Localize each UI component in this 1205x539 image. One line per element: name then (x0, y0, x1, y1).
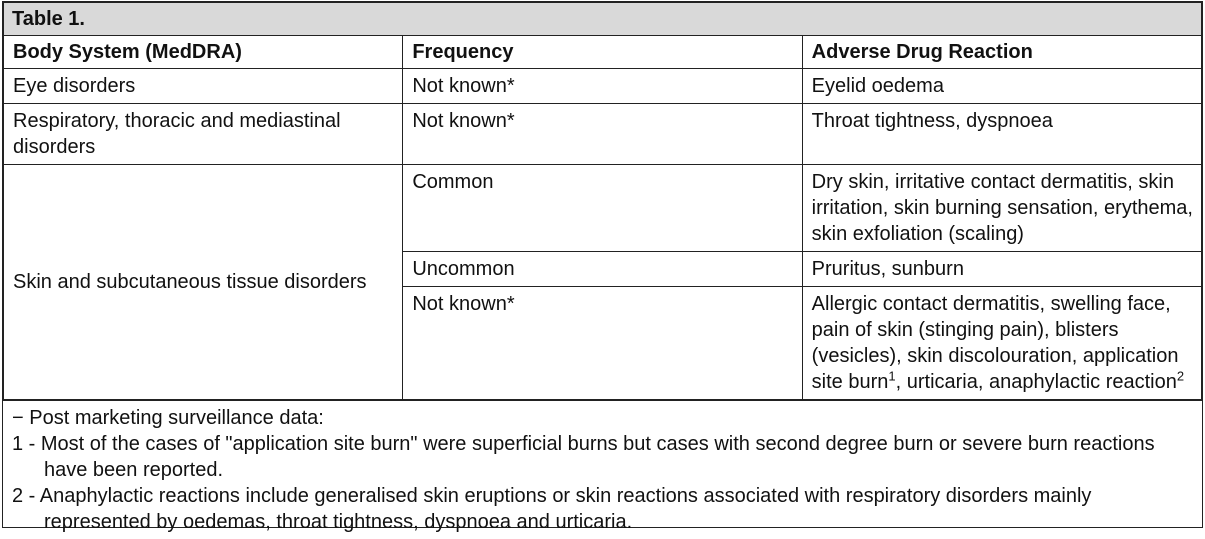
table-row (4, 165, 1202, 252)
cell-system-skin: Skin and subcutaneous tissue disorders (4, 165, 403, 400)
cell-frequency-skin-common: Common (403, 165, 802, 252)
footnote-2: 2 - Anaphylactic reactions include generalised skin eruptions or skin reactions associated with respiratory disorders mainly represented by oedemas, throat tightness, dyspnoea and urticaria. (12, 485, 1092, 533)
title-row (4, 3, 1202, 36)
table-row (4, 69, 1202, 104)
header-adverse-reaction: Adverse Drug Reaction (802, 36, 1201, 69)
cell-frequency-eye: Not known* (403, 69, 802, 104)
header-frequency: Frequency (403, 36, 802, 69)
cell-reaction-skin-notknown (802, 287, 1201, 400)
cell-reaction-skin-common: Dry skin, irritative contact dermatitis, skin irritation, skin burning sensation, erythema, skin exfoliation (scaling) (802, 165, 1201, 252)
cell-system-respiratory: Respiratory, thoracic and mediastinal disorders (4, 104, 403, 165)
table-footnotes (3, 400, 1202, 539)
table-title: Table 1. (4, 3, 1202, 36)
cell-reaction-skin-uncommon: Pruritus, sunburn (802, 252, 1201, 287)
footnote-ref-1: 1 (888, 368, 896, 384)
header-row (4, 36, 1202, 69)
cell-frequency-skin-uncommon: Uncommon (403, 252, 802, 287)
cell-frequency-respiratory: Not known* (403, 104, 802, 165)
footnote-1: 1 - Most of the cases of "application site burn" were superficial burns but cases with second degree burn or severe burn reactions have been reported. (12, 433, 1155, 481)
cell-frequency-skin-notknown: Not known* (403, 287, 802, 400)
adverse-reactions-table (2, 1, 1203, 533)
reaction-text-part2: , urticaria, anaphylactic reaction (895, 371, 1177, 393)
header-body-system: Body System (MedDRA) (4, 36, 403, 69)
reaction-text-part1: Allergic contact dermatitis, swelling face, pain of skin (stinging pain), blisters (vesicles), skin discolouration, application site burn (811, 293, 1179, 393)
table-row (4, 104, 1202, 165)
cell-reaction-respiratory: Throat tightness, dyspnoea (802, 104, 1201, 165)
cell-reaction-eye: Eyelid oedema (802, 69, 1201, 104)
footnote-ref-2: 2 (1176, 368, 1185, 384)
table-grid (3, 2, 1202, 400)
cell-system-eye: Eye disorders (4, 69, 403, 104)
footnote-star: − Post marketing surveillance data: (12, 407, 324, 429)
